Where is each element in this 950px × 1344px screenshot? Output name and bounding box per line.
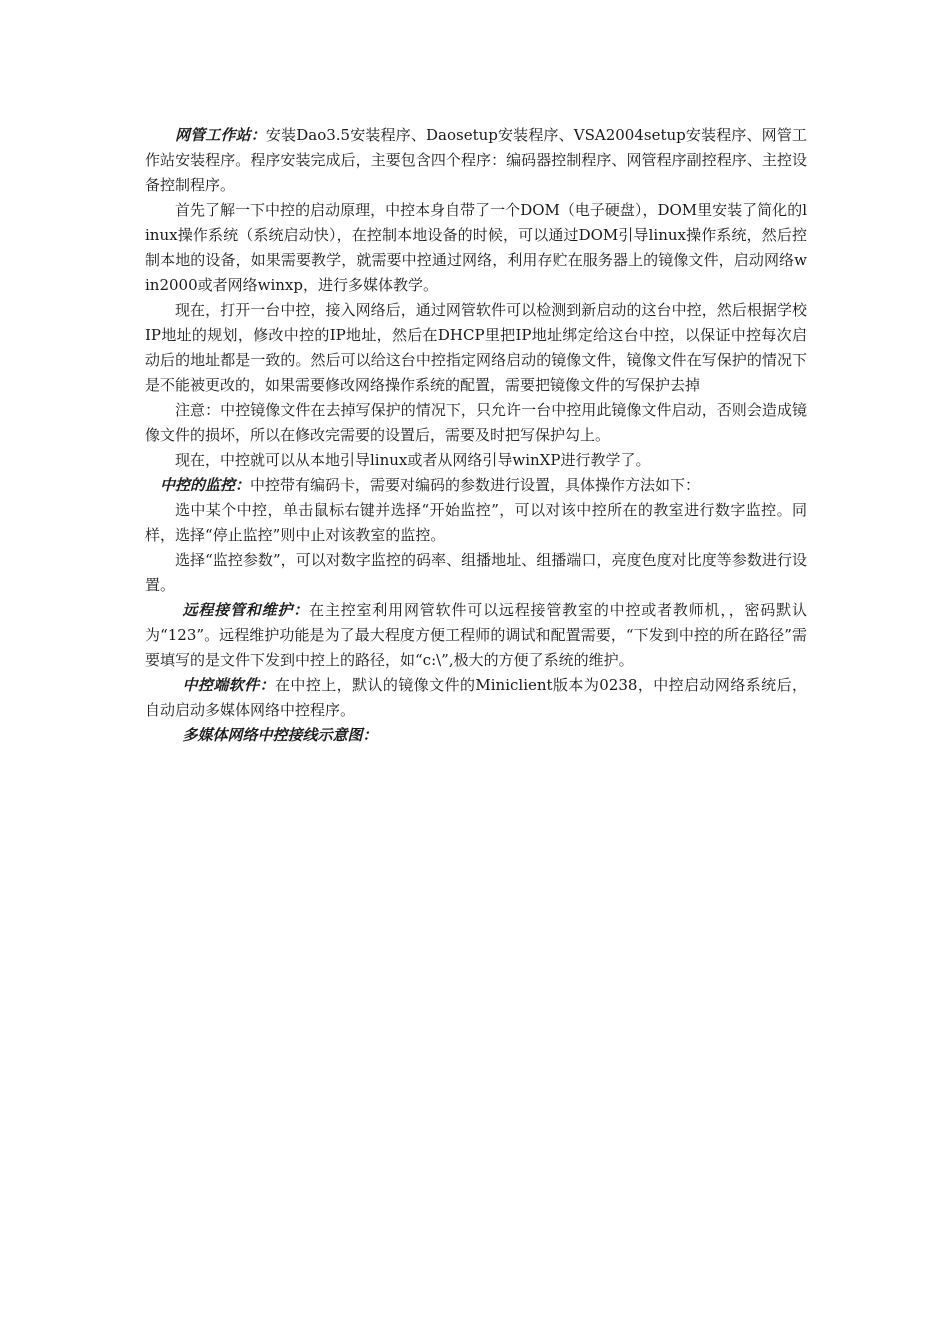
paragraph-client-software xyxy=(145,673,807,723)
paragraph-ready xyxy=(145,448,807,473)
paragraph-text: 现在，打开一台中控，接入网络后，通过网管软件可以检测到新启动的这台中控，然后根据学校IP地址的规划，修改中控的IP地址，然后在DHCP里把IP地址绑定给这台中控，以保证中控每次启动后的地址都是一致的。然后可以给这台中控指定网络启动的镜像文件，镜像文件在写保护的情况下是不能被更改的，如果需要修改网络操作系统的配置，需要把镜像文件的写保护去掉 xyxy=(145,301,807,394)
heading-wiring-diagram: 多媒体网络中控接线示意图： xyxy=(182,726,378,744)
paragraph-setup-steps xyxy=(145,298,807,398)
paragraph-network-workstation xyxy=(145,123,807,198)
document-body xyxy=(145,123,807,748)
paragraph-monitoring-params xyxy=(145,548,807,598)
paragraph-note xyxy=(145,398,807,448)
paragraph-text: 首先了解一下中控的启动原理，中控本身自带了一个DOM（电子硬盘），DOM里安装了简化的linux操作系统（系统启动快），在控制本地设备的时候，可以通过DOM引导linux操作系统，然后控制本地的设备，如果需要教学，就需要中控通过网络，利用存贮在服务器上的镜像文件，启动网络win2000或者网络winxp，进行多媒体教学。 xyxy=(145,201,807,294)
heading-network-workstation: 网管工作站： xyxy=(175,126,266,144)
paragraph-wiring-diagram xyxy=(145,723,807,748)
paragraph-text: 现在，中控就可以从本地引导linux或者从网络引导winXP进行教学了。 xyxy=(175,451,651,469)
heading-remote-maintenance: 远程接管和维护： xyxy=(182,601,310,619)
heading-monitoring: 中控的监控： xyxy=(160,476,251,494)
paragraph-text: 选中某个中控，单击鼠标右键并选择“开始监控”，可以对该中控所在的教室进行数字监控。同样，选择“停止监控”则中止对该教室的监控。 xyxy=(145,501,807,544)
paragraph-remote-maintenance xyxy=(145,598,807,673)
heading-client-software: 中控端软件： xyxy=(182,676,275,694)
paragraph-text: 注意：中控镜像文件在去掉写保护的情况下，只允许一台中控用此镜像文件启动，否则会造成镜像文件的损坏，所以在修改完需要的设置后，需要及时把写保护勾上。 xyxy=(145,401,807,444)
paragraph-text: 安装Dao3.5安装程序、Daosetup安装程序、VSA2004setup安装程序、网管工作站安装程序。程序安装完成后，主要包含四个程序：编码器控制程序、网管程序副控程序、主控设备控制程序。 xyxy=(145,126,807,194)
paragraph-text: 选择“监控参数”，可以对数字监控的码率、组播地址、组播端口，亮度色度对比度等参数进行设置。 xyxy=(145,551,807,594)
paragraph-monitoring xyxy=(145,473,807,498)
paragraph-text: 在中控上，默认的镜像文件的Miniclient版本为0238，中控启动网络系统后，自动启动多媒体网络中控程序。 xyxy=(145,676,807,719)
paragraph-start-monitoring xyxy=(145,498,807,548)
paragraph-text: 在主控室利用网管软件可以远程接管教室的中控或者教师机，，密码默认为“123”。远程维护功能是为了最大程度方便工程师的调试和配置需要，“下发到中控的所在路径”需要填写的是文件下发到中控上的路径，如“c:\”,极大的方便了系统的维护。 xyxy=(145,601,807,669)
paragraph-text: 中控带有编码卡，需要对编码的参数进行设置，具体操作方法如下： xyxy=(250,476,701,494)
paragraph-boot-principle xyxy=(145,198,807,298)
